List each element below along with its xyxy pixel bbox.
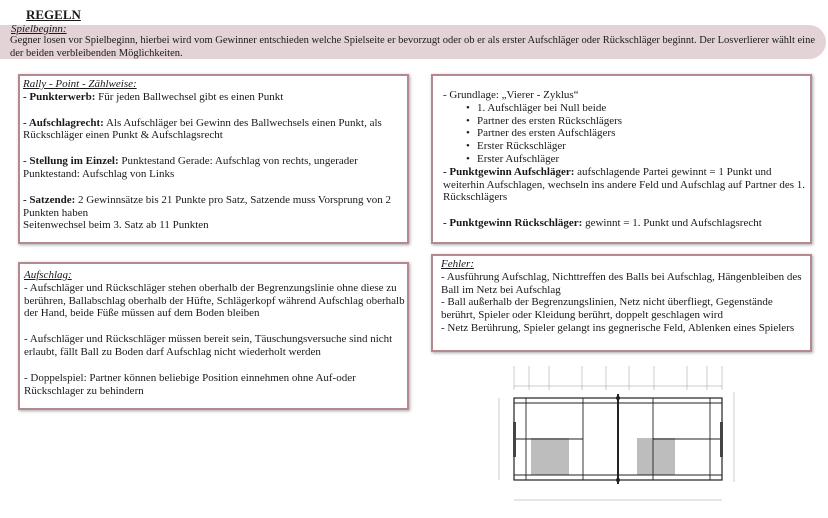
fehler-heading: Fehler: [441,258,474,270]
punktgewinn-aufschlaeger-label: - Punktgewinn Aufschläger: [443,165,575,178]
satzende-text: - Satzende: 2 Gewinnsätze bis 21 Punkte pro Satz, Satzende muss Vorsprung von 2 Punkten haben [23,193,392,219]
list-item: • Partner des ersten Rückschlägers [443,115,810,128]
court-diagram-svg [494,362,744,508]
list-item: • Partner des ersten Aufschlägers [443,127,810,140]
aufschlag-paragraph-1: - Aufschläger und Rückschläger stehen oberhalb der Begrenzungslinie ohne diese zu berühren, Ballabschlag oberhalb der Hüfte, Schlägerkopf während Aufschlag oberhalb der Hand, beide Füße müssen auf dem Boden bleiben [24,281,405,320]
vierer-zyklus-box [431,74,812,244]
aufschlag-heading: Aufschlag: [24,269,72,281]
punktgewinn-aufschlaeger-text: - Punktgewinn Aufschläger: aufschlagende Partei gewinnt = 1 Punkt und weiterhin Aufschlagen, wechseln ins andere Feld und Aufschlag auf Partner des 1. Rückschlägers [443,165,805,204]
aufschlag-paragraph-2: - Aufschläger und Rückschläger müssen bereit sein, Täuschungsversuche sind nicht erlaubt, fällt Ball zu Boden darf Aufschlag nicht wiederholt werden [24,333,393,358]
spielbeginn-heading: Spielbeginn: [11,23,67,35]
stellung-text: - Stellung im Einzel: Punktestand Gerade: Aufschlag von rechts, ungerader Punktestand: Aufschlag von Links [23,155,358,180]
aufschlag-box [18,262,409,410]
satzende-label: - Satzende: [23,193,76,206]
fehler-paragraph-2: - Ball außerhalb der Begrenzungslinien, Netz nicht überfliegt, Gegenstände berührt, Spieler oder Kleidung berührt, doppelt geschlagen wird [441,296,773,322]
court-diagram [494,362,744,508]
seitenwechsel-text: Seitenwechsel beim 3. Satz ab 11 Punkten [23,219,209,232]
fehler-box [431,254,812,352]
punkterwerb-label: - Punkterwerb: [23,90,96,103]
aufschlagrecht-label: - Aufschlagrecht: [23,116,104,129]
list-item: • 1. Aufschläger bei Null beide [443,102,810,115]
stellung-label: - Stellung im Einzel: [23,155,119,168]
fehler-paragraph-1: - Ausführung Aufschlag, Nichttreffen des Balls bei Aufschlag, Hängenbleiben des Ball im Netz bei Aufschlag [441,270,802,296]
list-item: • Erster Rückschläger [443,140,810,153]
rally-point-box [18,74,409,244]
aufschlagrecht-text: - Aufschlagrecht: Als Aufschläger bei Gewinn des Ballwechsels einen Punkt, als Rückschläger einen Punkt & Aufschlagsrecht [23,116,382,142]
page-title: REGELN [26,7,81,22]
grundlage-text: - Grundlage: „Vierer - Zyklus“ [443,89,579,101]
rally-point-heading: Rally - Point - Zählweise: [23,78,137,90]
punktgewinn-rueckschlaeger-text: - Punktgewinn Rückschläger: gewinnt = 1. Punkt und Aufschlagsrecht [443,217,762,230]
punkterwerb-text: - Punkterwerb: Für jeden Ballwechsel gibt es einen Punkt [23,90,284,103]
punktgewinn-rueckschlaeger-label: - Punktgewinn Rückschläger: [443,217,583,230]
aufschlag-paragraph-3: - Doppelspiel: Partner können beliebige Position einnehmen ohne Auf-oder Rückschlager zu behindern [24,371,356,397]
spielbeginn-text: Gegner losen vor Spielbeginn, hierbei wird vom Gewinner entschieden welche Spielseite er bevorzugt oder ob er als erster Aufschläger oder Rückschläger beginnt. Der Losverlierer wählt eine der beiden verbleibenden Möglichkeiten. [10,35,816,59]
fehler-paragraph-3: - Netz Berührung, Spieler gelangt ins gegnerische Feld, Ablenken eines Spielers [441,321,795,334]
list-item: • Erster Aufschläger [443,153,810,166]
